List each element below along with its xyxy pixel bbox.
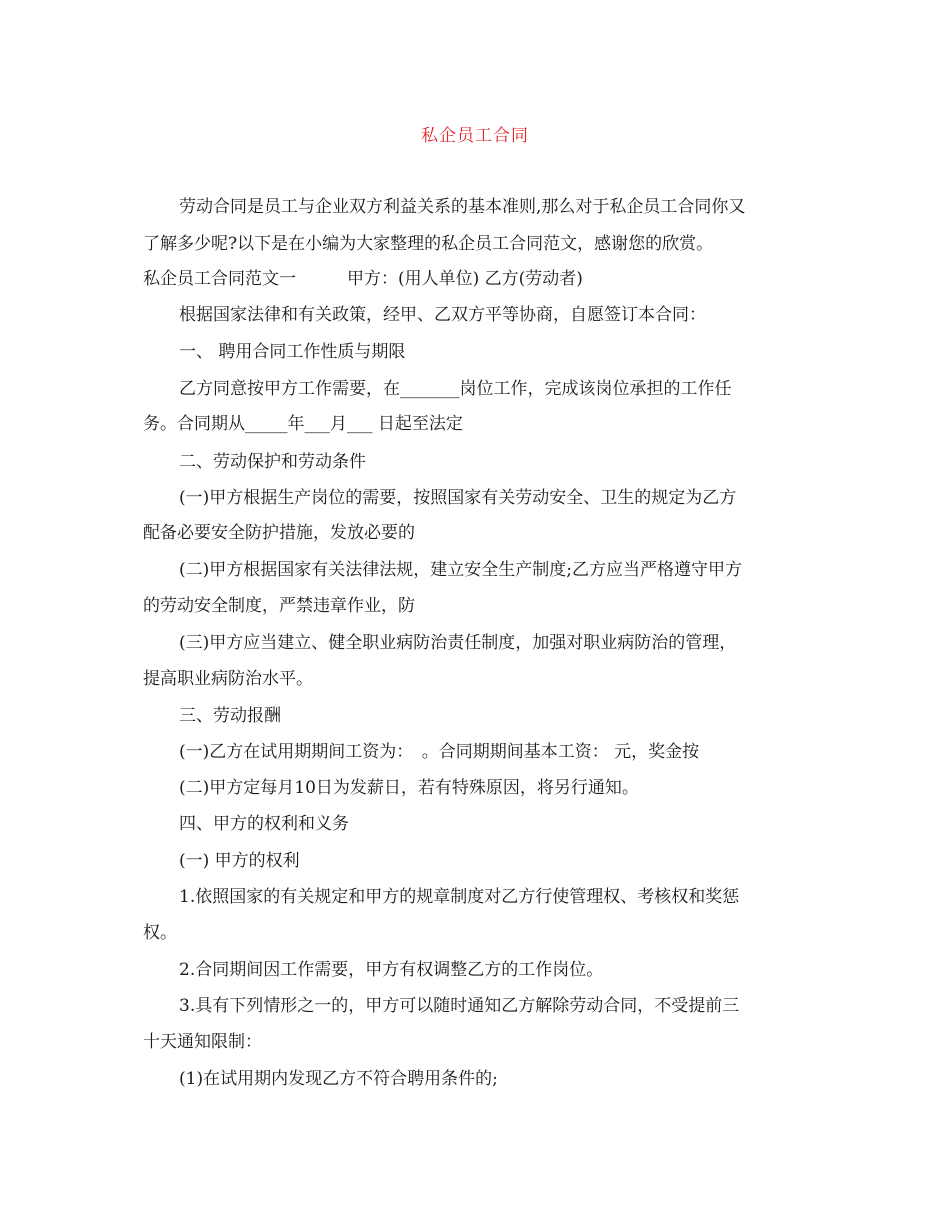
paragraph-line: 权。 <box>143 923 177 943</box>
paragraph-line: 提高职业病防治水平。 <box>143 669 313 689</box>
paragraph-line: (三)甲方应当建立、健全职业病防治责任制度，加强对职业病防治的管理， <box>179 633 737 653</box>
paragraph-line: 根据国家法律和有关政策，经甲、乙双方平等协商，自愿签订本合同： <box>179 305 706 325</box>
paragraph-line: 十天通知限制： <box>143 1032 262 1052</box>
paragraph-line: 劳动合同是员工与企业双方利益关系的基本准则,那么对于私企员工合同你又 <box>179 197 746 217</box>
paragraph-line: 3.具有下列情形之一的，甲方可以随时通知乙方解除劳动合同，不受提前三 <box>179 996 740 1016</box>
paragraph-line: 2.合同期间因工作需要，甲方有权调整乙方的工作岗位。 <box>179 960 604 980</box>
paragraph-line: 乙方同意按甲方工作需要，在_______岗位工作，完成该岗位承担的工作任 <box>179 379 732 399</box>
paragraph-line: 的劳动安全制度，严禁违章作业，防 <box>143 596 415 616</box>
section-heading: 二、劳动保护和劳动条件 <box>179 452 366 472</box>
paragraph-line: 配备必要安全防护措施，发放必要的 <box>143 523 415 543</box>
section-heading: 三、劳动报酬 <box>179 706 281 726</box>
paragraph-line: (一)乙方在试用期期间工资为： 。合同期期间基本工资： 元，奖金按 <box>179 742 700 762</box>
paragraph-line: 务。合同期从_____年___月___ 日起至法定 <box>143 414 463 434</box>
section-heading: 一、 聘用合同工作性质与期限 <box>179 342 406 362</box>
paragraph-line: 1.依照国家的有关规定和甲方的规章制度对乙方行使管理权、考核权和奖惩 <box>179 887 740 907</box>
paragraph-line: 私企员工合同范文一 甲方：(用人单位) 乙方(劳动者) <box>143 269 583 289</box>
document-title: 私企员工合同 <box>421 126 529 146</box>
subsection-heading: (一) 甲方的权利 <box>179 851 300 871</box>
paragraph-line: (二)甲方根据国家有关法律法规，建立安全生产制度;乙方应当严格遵守甲方 <box>179 560 742 580</box>
paragraph-line: (二)甲方定每月10日为发薪日，若有特殊原因，将另行通知。 <box>179 778 639 798</box>
section-heading: 四、甲方的权利和义务 <box>179 814 349 834</box>
paragraph-line: (1)在试用期内发现乙方不符合聘用条件的; <box>179 1069 498 1089</box>
paragraph-line: (一)甲方根据生产岗位的需要，按照国家有关劳动安全、卫生的规定为乙方 <box>179 488 737 508</box>
paragraph-line: 了解多少呢?以下是在小编为大家整理的私企员工合同范文，感谢您的欣赏。 <box>143 234 714 254</box>
